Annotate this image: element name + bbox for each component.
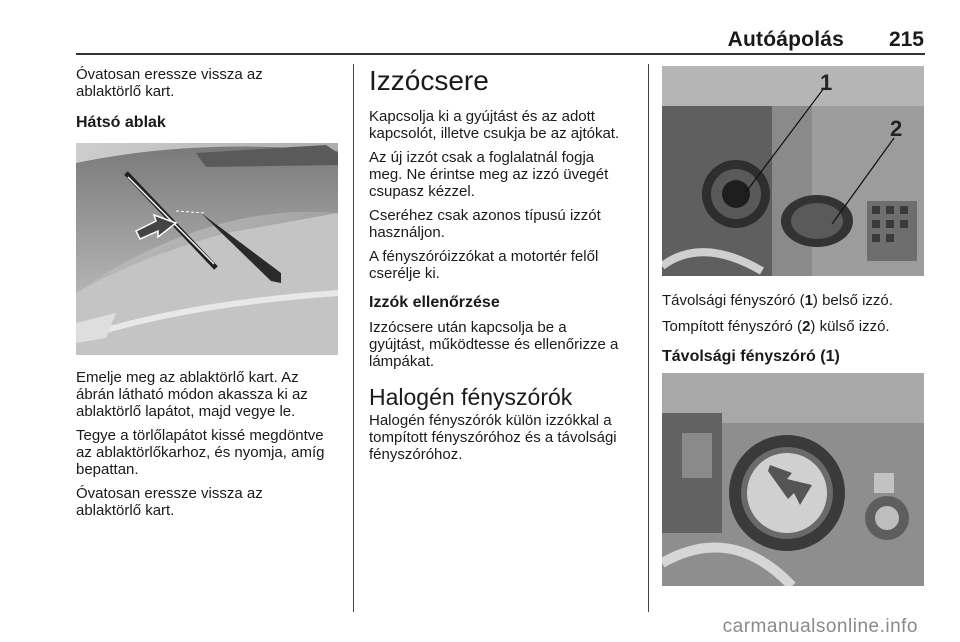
- paragraph: [369, 207, 641, 241]
- high-beam-drawing: [662, 373, 924, 586]
- watermark: carmanualsonline.info: [722, 616, 918, 637]
- rear-wiper-drawing: [76, 143, 338, 355]
- chapter-title: Izzócsere: [369, 65, 489, 96]
- callout-1: 1: [820, 70, 833, 95]
- text-line: Óvatosan eressze vissza az: [76, 66, 263, 83]
- paragraph: [76, 66, 346, 100]
- paragraph: [76, 369, 348, 420]
- paragraph: [76, 427, 348, 478]
- callout-ref: 1: [804, 292, 813, 309]
- column-3: [662, 292, 926, 365]
- text-line: Emelje meg az ablaktörlő kart. Az: [76, 369, 299, 386]
- text-line: gyújtást, működtesse és ellenőrizze a: [369, 336, 619, 353]
- paragraph: [369, 108, 641, 142]
- headlamp-illustration: [662, 66, 924, 276]
- headlamp-drawing: [662, 66, 924, 276]
- text-line: ábrán látható módon akassza ki az: [76, 386, 308, 403]
- text-line: bepattan.: [76, 461, 139, 478]
- text-line: kapcsolót, illetve csukja be az ajtókat.: [369, 125, 620, 142]
- text-fragment: ) belső izzó.: [812, 292, 893, 309]
- section-heading: Halogén fényszórók: [369, 384, 573, 410]
- text-line: fényszóróhoz.: [369, 446, 463, 463]
- text-line: Tegye a törlőlapátot kissé megdöntve: [76, 427, 324, 444]
- text-line: Az új izzót csak a foglalatnál fogja: [369, 149, 595, 166]
- text-fragment: ) külső izzó.: [810, 318, 890, 335]
- rear-wiper-illustration: [76, 143, 338, 355]
- text-line: meg. Ne érintse meg az izzó üvegét: [369, 166, 609, 183]
- text-line: Halogén fényszórók külön izzókkal a: [369, 412, 612, 429]
- text-line: tompított fényszóróhoz és a távolsági: [369, 429, 617, 446]
- section-title: Autóápolás: [727, 28, 844, 51]
- paragraph: [369, 248, 641, 282]
- header-rule: [76, 53, 925, 55]
- section-heading: Távolsági fényszóró (1): [662, 348, 840, 365]
- section-heading: Hátsó ablak: [76, 114, 166, 131]
- text-line: ablaktörlő kart.: [76, 502, 175, 519]
- text-fragment: Tompított fényszóró (: [662, 318, 803, 335]
- high-beam-bulb-illustration: [662, 373, 924, 586]
- section-heading: Izzók ellenőrzése: [369, 294, 500, 311]
- text-line: cserélje ki.: [369, 265, 440, 282]
- column-divider: [353, 64, 354, 612]
- text-line: Cseréhez csak azonos típusú izzót: [369, 207, 601, 224]
- text-fragment: Távolsági fényszóró (: [662, 292, 805, 309]
- text-line: Óvatosan eressze vissza az: [76, 485, 263, 502]
- caption-line: [662, 292, 926, 309]
- text-line: csupasz kézzel.: [369, 183, 475, 200]
- column-1-lower: [76, 369, 348, 526]
- paragraph: [369, 319, 641, 370]
- text-line: Kapcsolja ki a gyújtást és az adott: [369, 108, 595, 125]
- paragraph: [369, 412, 641, 463]
- text-line: lámpákat.: [369, 353, 435, 370]
- text-line: az ablaktörlőkarhoz, és nyomja, amíg: [76, 444, 325, 461]
- callout-2: 2: [890, 116, 903, 141]
- caption-line: [662, 318, 926, 335]
- column-2: [369, 66, 641, 470]
- paragraph: [369, 149, 641, 200]
- callout-ref: 2: [802, 318, 811, 335]
- text-line: Izzócsere után kapcsolja be a: [369, 319, 567, 336]
- column-1: [76, 66, 346, 131]
- paragraph: [76, 485, 348, 519]
- text-line: ablaktörlő lapátot, majd vegye le.: [76, 403, 296, 420]
- page-number: 215: [888, 28, 924, 51]
- text-line: ablaktörlő kart.: [76, 83, 175, 100]
- text-line: A fényszóróizzókat a motortér felől: [369, 248, 599, 265]
- column-divider: [648, 64, 649, 612]
- text-line: használjon.: [369, 224, 445, 241]
